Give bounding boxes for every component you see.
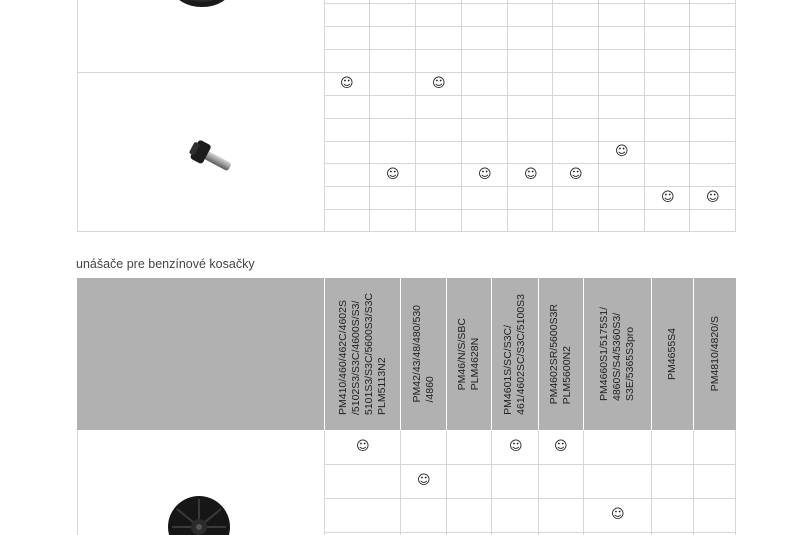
table-col-line [369,0,370,231]
table-col-line [693,430,694,535]
table-border-left [77,0,78,231]
table-border-right [735,0,736,231]
table-row-line [324,209,736,210]
bolt-adapter-icon [186,138,236,178]
fan-hub-icon [172,0,232,10]
table-col-line [552,0,553,231]
table-row-line [324,26,736,27]
table-row-line [324,141,736,142]
fit-mark: ☺ [417,473,431,488]
fit-mark: ☺ [509,439,523,454]
table-border-right [735,430,736,535]
column-header: PM4655S4 [666,328,678,380]
fit-mark: ☺ [386,167,400,182]
table-col-line [446,430,447,535]
column-header: PM46/N/S/SBC PLM4628N [456,317,481,391]
table-col-line [651,430,652,535]
table-col-line [324,0,325,231]
fit-mark: ☺ [615,144,629,159]
fan-hub-icon [166,494,232,535]
column-header: PM410/460/462C/4602S /5102S3/S3C/4600S/S3/ 5101S3/S3C/5600S3/S3C PLM5113N2 [336,292,388,415]
table-col-line [400,430,401,535]
table-row-line [324,186,736,187]
table-col-line [415,0,416,231]
fit-mark: ☺ [554,439,568,454]
table-col-line [461,0,462,231]
table-row-line [324,532,736,533]
fit-mark: ☺ [524,167,538,182]
fit-mark: ☺ [478,167,492,182]
table-row-line [324,464,736,465]
table-row-line [324,3,736,4]
table-group-line [77,72,736,73]
section-title: unášače pre benzínové kosačky [76,257,255,271]
table-col-line [538,430,539,535]
table-row-line [324,118,736,119]
column-header: PM42/43/48/480/530 /4860 [410,305,436,403]
fit-mark: ☺ [661,190,675,205]
table-border-left [77,430,78,535]
table-row-line [324,498,736,499]
table-col-line [583,430,584,535]
fit-mark: ☺ [569,167,583,182]
table-col-line [507,0,508,231]
column-header: PM4602SR/5600S3R PLM5600N2 [548,303,573,405]
table-col-line [324,430,325,535]
table-col-line [491,430,492,535]
table-border-bottom [77,231,736,232]
table-col-line [689,0,690,231]
fit-mark: ☺ [340,76,354,91]
table-row-line [324,95,736,96]
table-row-line [324,163,736,164]
column-header: PM4810/4820/S [708,316,721,392]
fit-mark: ☺ [356,439,370,454]
table-row-line [324,49,736,50]
table-col-line [598,0,599,231]
table-col-line [644,0,645,231]
column-header: PM4660S1/5175S1/ 4860S/S4/5360S3/ S3E/5365S3pro [598,307,636,401]
fit-mark: ☺ [611,507,625,522]
column-header: PM4601S/SC/S3C/ 461/4602SC/S3C/5100S3 [502,293,527,415]
fit-mark: ☺ [706,190,720,205]
fit-mark: ☺ [432,76,446,91]
